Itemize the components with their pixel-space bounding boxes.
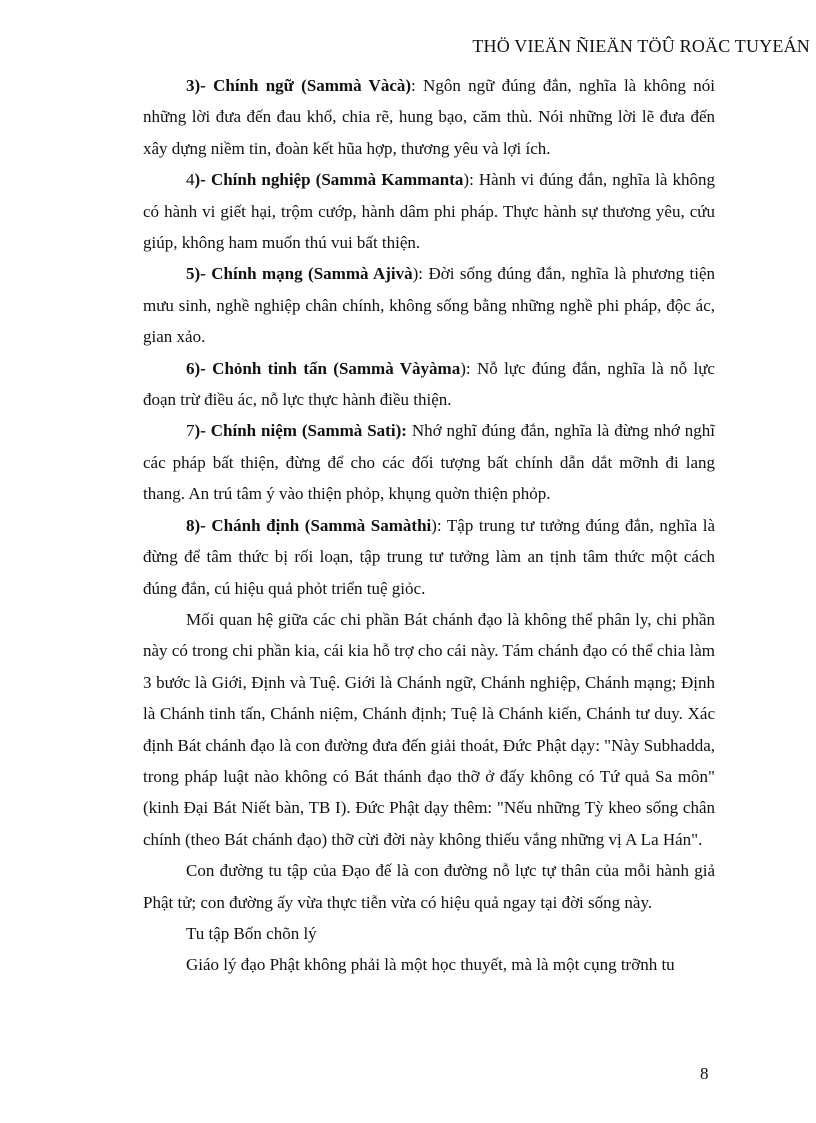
term-heading: 3)- Chính ngữ (Sammà Vàcà) <box>186 76 412 95</box>
paragraph-relationship: Mối quan hệ giữa các chi phần Bát chánh đạo là không thể phân ly, chi phần này có trong chi phần kia, cái kia hỗ trợ cho cái này. Tám chánh đạo có thể chia làm 3 bước là Giới, Định và Tuệ. Giới là Chánh ngữ, Chánh nghiệp, Chánh mạng; Định là Chánh tinh tấn, Chánh niệm, Chánh định; Tuệ là Chánh kiến, Chánh tư duy. Xác định Bát chánh đạo là con đường đưa đến giải thoát, Đức Phật dạy: "Này Subhadda, trong pháp luật nào không có Bát thánh đạo thỡ ở đấy không có Tứ quả Sa môn" (kinh Đại Bát Niết bàn, TB I). Đức Phật dạy thêm: "Nếu những Tỳ kheo sống chân chính (theo Bát chánh đạo) thỡ cừi đời này không thiếu vắng những vị A La Hán". <box>143 609 715 849</box>
paragraph-text: ): Tập trung tư tưởng đúng đắn, nghĩa là đừng để tâm thức bị rối loạn, tập trung tư tưởng làm an tịnh tâm thức một cách đúng đắn, cú hiệu quả phỏt triển tuệ giỏc. <box>143 515 715 598</box>
paragraph-text: : Ngôn ngữ đúng đắn, nghĩa là không nói những lời đưa đến đau khổ, chia rẽ, hung bạo, căm thù. Nói những lời lẽ đưa đến xây dựng niềm tin, đoàn kết hũa hợp, thương yêu và lợi ích. <box>143 76 715 158</box>
paragraph-samma-samathi <box>143 510 715 604</box>
page-number: 8 <box>700 1064 709 1083</box>
paragraph-samma-sati <box>143 415 715 509</box>
paragraph-path-of-practice: Con đường tu tập của Đạo đế là con đường nỗ lực tự thân của mỗi hành giả Phật tử; con đường ấy vừa thực tiễn vừa có hiệu quả ngay tại đời sống này. <box>143 861 715 912</box>
section-heading-four-truths: Tu tập Bốn chõn lý <box>186 923 317 943</box>
paragraph-samma-vaca <box>143 70 715 164</box>
running-header: THÖ VIEÄN ÑIEÄN TÖÛ ROÄC TUYEÁN <box>472 36 810 56</box>
paragraph-text: Nhớ nghĩ đúng đắn, nghĩa là đừng nhớ nghĩ các pháp bất thiện, đừng để cho các đối tượng bất chính dẫn dắt mỡnh đi lang thang. An trú tâm ý vào thiện phỏp, khụng quờn thiện phỏp. <box>143 421 716 504</box>
paragraph-text: ): Hành vi đúng đắn, nghĩa là không có hành vi giết hại, trộm cướp, hành dâm phi pháp. Thực hành sự thương yêu, cứu giúp, không ham muốn thú vui bất thiện. <box>143 170 716 253</box>
term-heading: 8)- Chánh định (Sammà Samàthi <box>186 515 432 535</box>
item-number: 4 <box>186 170 195 190</box>
paragraph-text: ): Nỗ lực đúng đắn, nghĩa là nỗ lực đoạn trừ điều ác, nỗ lực thực hành điều thiện. <box>143 358 715 410</box>
document-body <box>143 70 715 981</box>
paragraph-text: ): Đời sống đúng đắn, nghĩa là phương tiện mưu sinh, nghề nghiệp chân chính, không sống bằng những nghề phi pháp, độc ác, gian xảo. <box>143 264 715 347</box>
paragraph-samma-vayama <box>143 353 715 416</box>
paragraph-teaching: Giáo lý đạo Phật không phải là một học thuyết, mà là một cụng trỡnh tu <box>186 955 675 975</box>
term-heading: )- Chính nghiệp (Sammà Kammanta <box>194 170 464 190</box>
term-heading: 5)- Chính mạng (Sammà Ajivà <box>186 264 413 284</box>
term-heading: )- Chính niệm (Sammà Sati): <box>194 421 407 441</box>
term-heading: 6)- Chỏnh tinh tấn (Sammà Vàyàma <box>186 358 461 378</box>
paragraph-samma-kammanta <box>143 164 715 258</box>
item-number: 7 <box>186 421 195 441</box>
paragraph-samma-ajiva <box>143 258 715 352</box>
